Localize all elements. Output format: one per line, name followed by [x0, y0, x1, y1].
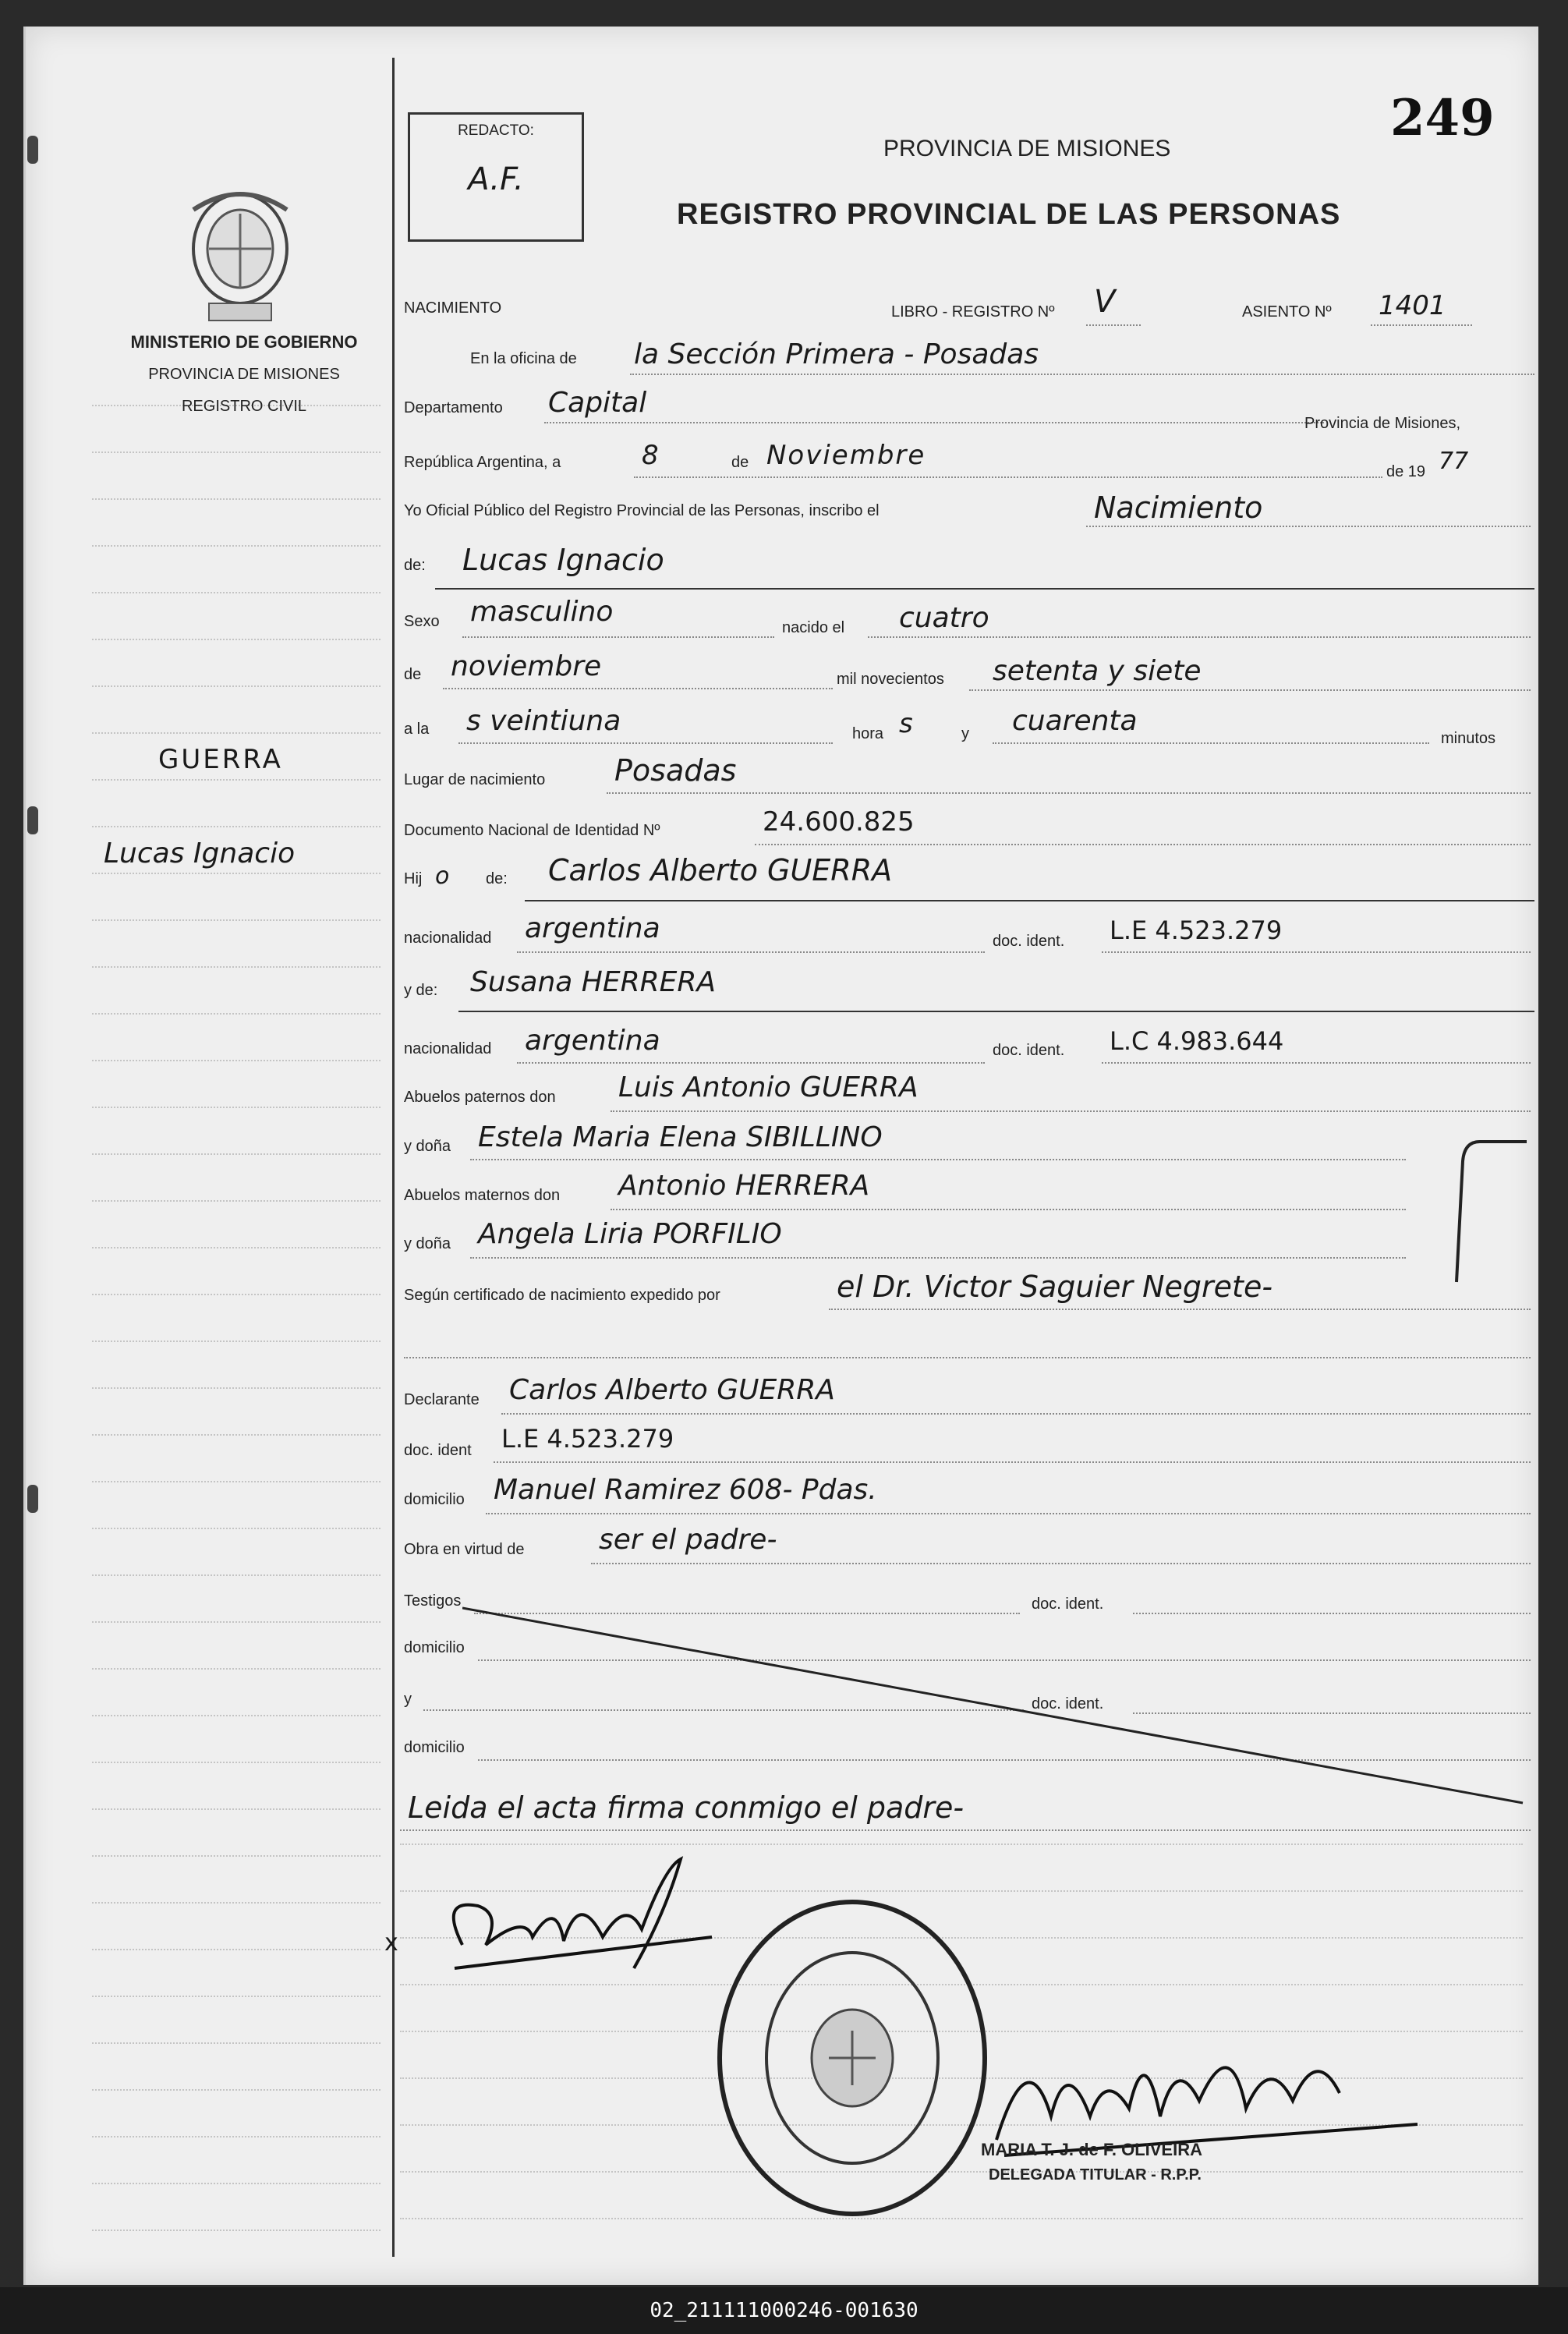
- header-province: PROVINCIA DE MISIONES: [883, 136, 1171, 161]
- abm-value: Antonio HERRERA: [618, 1170, 870, 1202]
- sexo-value: masculino: [470, 596, 614, 628]
- dni-value: 24.600.825: [763, 806, 915, 838]
- anio-label: de 19: [1386, 463, 1426, 480]
- page-number: 249: [1390, 89, 1495, 147]
- asiento-label: ASIENTO Nº: [1242, 303, 1332, 321]
- margin-surname: GUERRA: [158, 744, 283, 775]
- doc2-label: doc. ident.: [993, 1042, 1065, 1059]
- sexo-label: Sexo: [404, 613, 440, 630]
- de-mes-value: noviembre: [451, 650, 602, 682]
- persona-value: Lucas Ignacio: [462, 543, 664, 577]
- provincia-label: Provincia de Misiones,: [1304, 415, 1461, 432]
- madre-value: Susana HERRERA: [470, 966, 717, 998]
- nac2-value: argentina: [525, 1025, 660, 1057]
- official-stamp: [712, 1894, 993, 2222]
- oficina-value: la Sección Primera - Posadas: [634, 338, 1039, 370]
- decl-value: Carlos Alberto GUERRA: [509, 1374, 835, 1406]
- record-type: NACIMIENTO: [404, 299, 502, 317]
- dia-value: 8: [642, 440, 659, 471]
- dom-t1-label: domicilio: [404, 1639, 465, 1656]
- anio-value: 77: [1439, 448, 1469, 475]
- nacido-value: cuatro: [899, 602, 989, 634]
- abp-label: Abuelos paternos don: [404, 1089, 556, 1106]
- header-title: REGISTRO PROVINCIAL DE LAS PERSONAS: [677, 198, 1341, 231]
- libro-label: LIBRO - REGISTRO Nº: [891, 303, 1055, 321]
- nac2-label: nacionalidad: [404, 1040, 492, 1057]
- x-mark: x: [384, 1929, 398, 1957]
- doc1-label: doc. ident.: [993, 933, 1065, 950]
- lugar-label: Lugar de nacimiento: [404, 771, 546, 788]
- oficina-label: En la oficina de: [470, 350, 577, 367]
- margin-given-names: Lucas Ignacio: [104, 838, 296, 869]
- nac1-label: nacionalidad: [404, 930, 492, 947]
- testigos-label: Testigos: [404, 1592, 462, 1610]
- margin-bracket-mark: [1441, 1138, 1534, 1286]
- y-label: y: [961, 725, 969, 742]
- horas-value: s: [899, 708, 913, 739]
- nac1-value: argentina: [525, 912, 660, 944]
- ministry-line-3: REGISTRO CIVIL: [181, 398, 307, 415]
- decl-label: Declarante: [404, 1391, 480, 1408]
- asiento-value: 1401: [1379, 290, 1446, 321]
- cert-value: el Dr. Victor Saguier Negrete-: [837, 1270, 1273, 1304]
- abp-value: Luis Antonio GUERRA: [618, 1071, 919, 1103]
- a-la-value: s veintiuna: [466, 705, 621, 737]
- ministry-line-1: MINISTERIO DE GOBIERNO: [130, 332, 358, 352]
- file-id-footer: 02_211111000246-001630: [0, 2287, 1568, 2334]
- document-page: [23, 27, 1538, 2285]
- yd1-value: Estela Maria Elena SIBILLINO: [478, 1121, 883, 1153]
- obra-value: ser el padre-: [599, 1524, 777, 1556]
- yde-label: y de:: [404, 982, 438, 999]
- hijo-suffix: o: [435, 862, 450, 890]
- docd-value: L.E 4.523.279: [501, 1424, 674, 1454]
- y-t-label: y: [404, 1691, 412, 1708]
- official-name: MARIA T. J. de F. OLIVEIRA: [981, 2140, 1202, 2159]
- mes-value: Noviembre: [766, 440, 926, 471]
- binder-holes: [26, 27, 41, 2285]
- mil-value: setenta y siete: [993, 655, 1202, 687]
- doc-t2-label: doc. ident.: [1032, 1695, 1104, 1712]
- dom-t2-label: domicilio: [404, 1739, 465, 1756]
- horas-label: hora: [852, 725, 884, 742]
- nacido-label: nacido el: [782, 619, 845, 636]
- abm-label: Abuelos maternos don: [404, 1187, 561, 1204]
- yd2-value: Angela Liria PORFILIO: [478, 1218, 782, 1250]
- redacto-value: A.F.: [468, 161, 524, 197]
- redacto-box: [408, 112, 584, 242]
- departamento-label: Departamento: [404, 399, 503, 416]
- libro-value: V: [1094, 284, 1116, 320]
- obra-label: Obra en virtud de: [404, 1541, 525, 1558]
- leida-value: Leida el acta firma conmigo el padre-: [408, 1790, 965, 1825]
- margin-divider: [392, 58, 395, 2257]
- de-persona-label: de:: [404, 557, 426, 574]
- lugar-value: Posadas: [614, 753, 737, 788]
- dom-label: domicilio: [404, 1491, 465, 1508]
- official-title: DELEGADA TITULAR - R.P.P.: [989, 2166, 1202, 2183]
- acto-value: Nacimiento: [1094, 491, 1263, 525]
- dom-value: Manuel Ramirez 608- Pdas.: [494, 1474, 877, 1506]
- padre-value: Carlos Alberto GUERRA: [548, 853, 893, 887]
- mil-label: mil novecientos: [837, 671, 944, 688]
- doc2-value: L.C 4.983.644: [1110, 1026, 1284, 1056]
- minutos-label: minutos: [1441, 730, 1496, 747]
- a-la-label: a la: [404, 721, 430, 738]
- minutos-value: cuarenta: [1012, 705, 1138, 737]
- docd-label: doc. ident: [404, 1442, 472, 1459]
- cert-label: Según certificado de nacimiento expedido por: [404, 1287, 720, 1304]
- yd1-label: y doña: [404, 1138, 451, 1155]
- declarant-signature: [431, 1851, 727, 1992]
- republica-label: República Argentina, a: [404, 454, 561, 471]
- coat-of-arms-icon: [178, 179, 303, 335]
- ministry-line-2: PROVINCIA DE MISIONES: [148, 366, 340, 383]
- dni-label: Documento Nacional de Identidad Nº: [404, 822, 660, 839]
- de2-label: de:: [486, 870, 508, 887]
- yd2-label: y doña: [404, 1235, 451, 1252]
- doc1-value: L.E 4.523.279: [1110, 916, 1283, 945]
- de-label: de: [731, 454, 749, 471]
- doc-t1-label: doc. ident.: [1032, 1596, 1104, 1613]
- departamento-value: Capital: [548, 387, 647, 419]
- de-mes-label: de: [404, 666, 422, 683]
- oficial-label: Yo Oficial Público del Registro Provincial de las Personas, inscribo el: [404, 502, 880, 519]
- hijo-label: Hij: [404, 870, 423, 887]
- redacto-label: REDACTO:: [458, 122, 534, 139]
